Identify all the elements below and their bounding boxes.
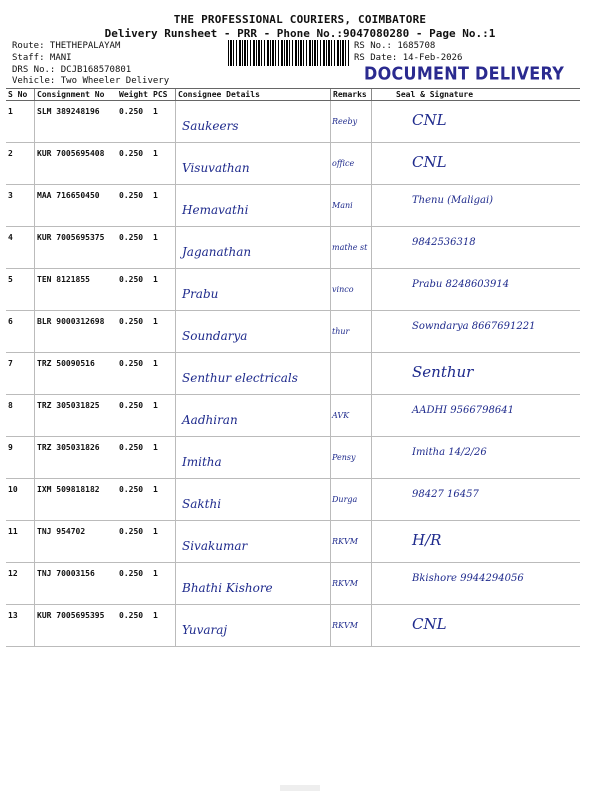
row-consignment-no: SLM 389248196 [37,107,100,116]
row-sno: 7 [8,359,13,368]
row-remarks: AVK [332,411,350,420]
row-weight: 0.250 [119,527,144,536]
col-consignee: Consignee Details [176,89,331,101]
row-consignee: Prabu [182,287,219,301]
row-weight: 0.250 [119,359,144,368]
row-signature: Bkishore 9944294056 [412,573,524,584]
row-weight: 0.250 [119,611,144,620]
row-consignee: Soundarya [182,329,248,343]
row-weight: 0.250 [119,317,144,326]
row-signature: AADHI 9566798641 [412,405,514,416]
row-consignment-no: IXM 509818182 [37,485,100,494]
table-row [6,143,580,185]
row-weight: 0.250 [119,401,144,410]
runsheet-table [6,88,580,647]
row-remarks: Durga [332,495,358,504]
row-signature: Imitha 14/2/26 [412,447,487,458]
table-row [6,563,580,605]
row-signature: Prabu 8248603914 [412,279,510,290]
row-sno: 4 [8,233,13,242]
row-pcs: 1 [153,611,158,620]
row-consignee: Sivakumar [182,539,248,553]
row-weight: 0.250 [119,443,144,452]
row-sno: 12 [8,569,18,578]
rs-number: RS No.: 1685708 [354,41,436,51]
row-pcs: 1 [153,233,158,242]
row-pcs: 1 [153,443,158,452]
row-pcs: 1 [153,359,158,368]
col-pcs: PCS [151,89,176,101]
rs-date: RS Date: 14-Feb-2026 [354,53,463,63]
row-signature: CNL [412,153,447,171]
table-row [6,437,580,479]
table-row [6,479,580,521]
row-consignment-no: TRZ 305031826 [37,443,100,452]
row-sno: 13 [8,611,18,620]
row-pcs: 1 [153,149,158,158]
col-consignment: Consignment No [35,89,118,101]
row-signature: CNL [412,111,447,129]
staff-label: Staff: MANI [12,53,72,63]
row-weight: 0.250 [119,149,144,158]
row-sno: 1 [8,107,13,116]
row-remarks: Mani [332,201,353,210]
row-weight: 0.250 [119,569,144,578]
row-consignment-no: TEN 8121855 [37,275,90,284]
table-row [6,185,580,227]
row-sno: 2 [8,149,13,158]
row-weight: 0.250 [119,485,144,494]
row-consignee: Bhathi Kishore [182,581,273,595]
table-row [6,101,580,143]
row-sno: 5 [8,275,13,284]
row-pcs: 1 [153,485,158,494]
row-sno: 6 [8,317,13,326]
col-remarks: Remarks [331,89,372,101]
row-weight: 0.250 [119,275,144,284]
row-consignee: Hemavathi [182,203,249,217]
row-sno: 3 [8,191,13,200]
col-weight: Weight [117,89,151,101]
table-row [6,227,580,269]
row-consignment-no: TRZ 50090516 [37,359,95,368]
runsheet-subtitle: Delivery Runsheet - PRR - Phone No.:9047080280 - Page No.:1 [104,27,496,40]
table-row [6,521,580,563]
row-consignment-no: KUR 7005695375 [37,233,105,242]
page-footer-mark [280,785,320,791]
row-signature: Senthur [412,363,474,381]
row-consignee: Saukeers [182,119,239,133]
vehicle-label: Vehicle: Two Wheeler Delivery [12,76,170,86]
table-row [6,395,580,437]
barcode-image [228,40,350,66]
row-consignee: Aadhiran [182,413,238,427]
row-remarks: mathe st [332,243,368,252]
drs-label: DRS No.: DCJB168570801 [12,65,132,75]
route-label: Route: THETHEPALAYAM [12,41,121,51]
row-pcs: 1 [153,275,158,284]
row-sno: 8 [8,401,13,410]
row-consignment-no: TNJ 70003156 [37,569,95,578]
table-header-row [6,89,580,101]
row-signature: Sowndarya 8667691221 [412,321,536,332]
row-consignee: Visuvathan [182,161,250,175]
table-row [6,605,580,647]
row-weight: 0.250 [119,107,144,116]
row-remarks: RKVM [332,621,358,630]
row-weight: 0.250 [119,233,144,242]
row-weight: 0.250 [119,191,144,200]
row-pcs: 1 [153,569,158,578]
row-remarks: Pensy [332,453,356,462]
row-pcs: 1 [153,107,158,116]
col-signature: Seal & Signature [372,89,581,101]
row-signature: 9842536318 [412,237,476,248]
row-consignee: Jaganathan [182,245,252,259]
row-signature: H/R [412,531,442,549]
col-sno: S No [6,89,35,101]
row-remarks: Reeby [332,117,358,126]
row-consignee: Senthur electricals [182,371,298,385]
row-remarks: thur [332,327,350,336]
row-consignee: Imitha [182,455,222,469]
row-sno: 9 [8,443,13,452]
row-consignee: Sakthi [182,497,222,511]
row-signature: CNL [412,615,447,633]
table-row [6,311,580,353]
row-remarks: RKVM [332,537,358,546]
row-pcs: 1 [153,527,158,536]
row-sno: 11 [8,527,18,536]
table-row [6,353,580,395]
row-signature: Thenu (Maligai) [412,195,494,206]
row-consignee: Yuvaraj [182,623,228,637]
row-remarks: office [332,159,355,168]
row-consignment-no: TRZ 305031825 [37,401,100,410]
row-sno: 10 [8,485,18,494]
row-consignment-no: TNJ 954702 [37,527,86,536]
row-consignment-no: KUR 7005695408 [37,149,105,158]
row-consignment-no: KUR 7005695395 [37,611,105,620]
row-pcs: 1 [153,317,158,326]
table-row [6,269,580,311]
row-consignment-no: MAA 716650450 [37,191,100,200]
row-pcs: 1 [153,191,158,200]
row-consignment-no: BLR 9000312698 [37,317,105,326]
row-pcs: 1 [153,401,158,410]
company-title: THE PROFESSIONAL COURIERS, COIMBATORE [173,13,427,26]
document-delivery-stamp: DOCUMENT DELIVERY [364,63,565,84]
row-remarks: vinco [332,285,354,294]
row-signature: 98427 16457 [412,489,479,500]
row-remarks: RKVM [332,579,358,588]
